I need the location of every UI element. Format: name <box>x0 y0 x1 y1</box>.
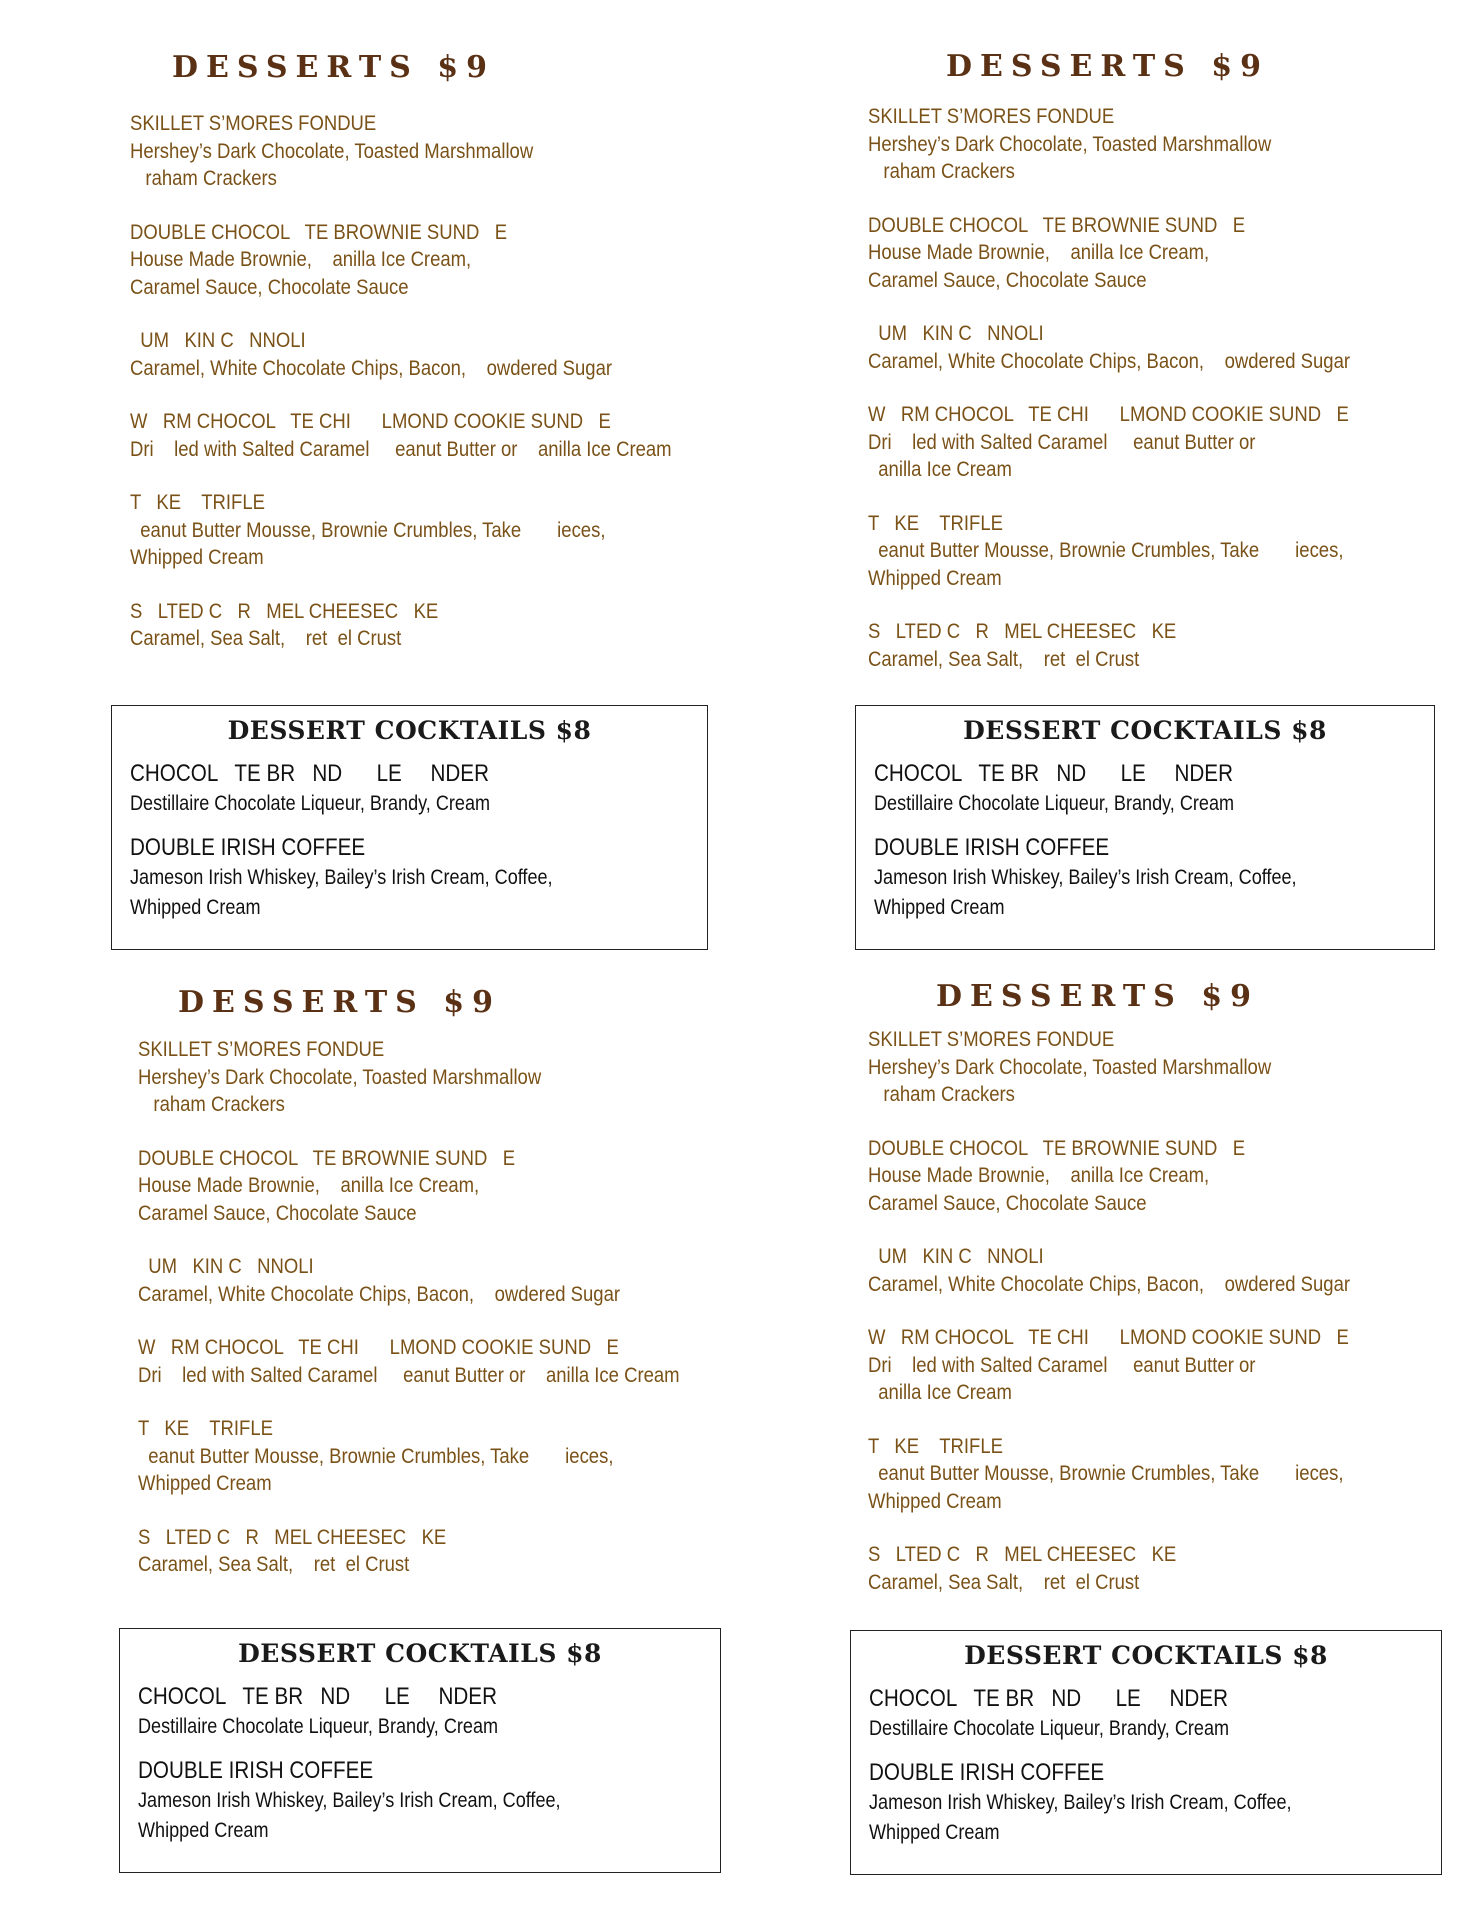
cocktail-item <box>874 759 1434 819</box>
desserts-title: DESSERTS $9 <box>178 985 502 1020</box>
dessert-item <box>130 110 760 193</box>
dessert-list <box>130 110 760 679</box>
cocktail-name: CHOCOL TE BR ND LE NDER <box>138 1683 497 1710</box>
dessert-item <box>130 219 760 302</box>
dessert-item <box>130 327 760 382</box>
dessert-description: Caramel, White Chocolate Chips, Bacon, owdered Sugar <box>138 1281 621 1306</box>
dessert-name: S LTED C R MEL CHEESEC KE <box>138 1524 447 1549</box>
dessert-description: Dri led with Salted Caramel eanut Butter or anilla Ice Cream <box>868 1352 1256 1404</box>
dessert-item <box>868 1135 1428 1218</box>
cocktail-item <box>130 833 707 923</box>
cocktail-item <box>138 1682 720 1742</box>
dessert-item <box>138 1334 768 1389</box>
cocktail-name: CHOCOL TE BR ND LE NDER <box>874 760 1233 787</box>
dessert-item <box>868 103 1428 186</box>
dessert-list <box>868 103 1428 699</box>
desserts-title: DESSERTS $9 <box>172 50 496 85</box>
cocktail-description: Jameson Irish Whiskey, Bailey’s Irish Cream, Coffee, Whipped Cream <box>869 1791 1292 1844</box>
dessert-item <box>868 1026 1428 1109</box>
dessert-description: House Made Brownie, anilla Ice Cream, Caramel Sauce, Chocolate Sauce <box>130 247 472 299</box>
dessert-description: Caramel, Sea Salt, ret el Crust <box>868 646 1140 671</box>
dessert-name: SKILLET S’MORES FONDUE <box>868 1027 1115 1051</box>
dessert-name: DOUBLE CHOCOL TE BROWNIE SUND E <box>138 1145 516 1170</box>
cocktails-title: DESSERT COCKTAILS $8 <box>963 716 1327 745</box>
dessert-list <box>138 1036 768 1605</box>
dessert-description: Caramel, White Chocolate Chips, Bacon, owdered Sugar <box>130 355 613 380</box>
cocktail-item <box>869 1684 1441 1744</box>
dessert-description: Dri led with Salted Caramel eanut Butter or anilla Ice Cream <box>138 1362 680 1387</box>
dessert-description: House Made Brownie, anilla Ice Cream, Caramel Sauce, Chocolate Sauce <box>138 1173 480 1225</box>
dessert-name: UM KIN C NNOLI <box>138 1254 314 1278</box>
cocktail-name: CHOCOL TE BR ND LE NDER <box>869 1685 1228 1712</box>
cocktail-item <box>138 1756 720 1846</box>
dessert-item <box>868 618 1428 673</box>
dessert-item <box>868 1243 1428 1298</box>
cocktail-item <box>869 1758 1441 1848</box>
dessert-description: Hershey’s Dark Chocolate, Toasted Marshmallow raham Crackers <box>130 138 534 190</box>
dessert-name: T KE TRIFLE <box>130 490 265 514</box>
dessert-description: Dri led with Salted Caramel eanut Butter or anilla Ice Cream <box>868 429 1256 481</box>
cocktail-box <box>850 1630 1442 1875</box>
dessert-item <box>868 401 1428 484</box>
dessert-name: UM KIN C NNOLI <box>868 321 1044 345</box>
cocktails-title: DESSERT COCKTAILS $8 <box>227 716 592 745</box>
dessert-description: Caramel, Sea Salt, ret el Crust <box>138 1552 410 1576</box>
dessert-name: S LTED C R MEL CHEESEC KE <box>868 1542 1177 1566</box>
dessert-description: Caramel, White Chocolate Chips, Bacon, owdered Sugar <box>868 348 1351 373</box>
dessert-description: Hershey’s Dark Chocolate, Toasted Marshmallow raham Crackers <box>868 131 1272 183</box>
cocktail-name: DOUBLE IRISH COFFEE <box>869 1759 1105 1786</box>
cocktail-description: Destillaire Chocolate Liqueur, Brandy, Cream <box>869 1717 1230 1740</box>
dessert-item <box>868 1324 1428 1407</box>
dessert-item <box>868 510 1428 593</box>
dessert-description: Hershey’s Dark Chocolate, Toasted Marshmallow raham Crackers <box>138 1064 542 1116</box>
dessert-item <box>868 320 1428 375</box>
dessert-item <box>130 489 760 572</box>
cocktail-name: DOUBLE IRISH COFFEE <box>130 834 366 861</box>
dessert-item <box>868 1433 1428 1516</box>
dessert-item <box>138 1036 768 1119</box>
dessert-description: Caramel, Sea Salt, ret el Crust <box>130 626 402 650</box>
dessert-name: SKILLET S’MORES FONDUE <box>868 104 1115 128</box>
desserts-title: DESSERTS $9 <box>946 49 1270 84</box>
cocktail-description: Jameson Irish Whiskey, Bailey’s Irish Cream, Coffee, Whipped Cream <box>130 866 553 919</box>
dessert-name: S LTED C R MEL CHEESEC KE <box>868 619 1177 643</box>
cocktail-box <box>855 705 1435 950</box>
cocktail-description: Jameson Irish Whiskey, Bailey’s Irish Cream, Coffee, Whipped Cream <box>874 866 1297 919</box>
cocktail-item <box>874 833 1434 923</box>
cocktail-item <box>130 759 707 819</box>
cocktail-name: CHOCOL TE BR ND LE NDER <box>130 760 489 787</box>
cocktail-name: DOUBLE IRISH COFFEE <box>138 1757 374 1784</box>
dessert-name: DOUBLE CHOCOL TE BROWNIE SUND E <box>868 212 1246 237</box>
cocktail-description: Destillaire Chocolate Liqueur, Brandy, Cream <box>130 792 491 815</box>
dessert-item <box>868 212 1428 295</box>
dessert-description: Caramel, Sea Salt, ret el Crust <box>868 1569 1140 1594</box>
cocktail-box <box>111 705 708 950</box>
dessert-name: T KE TRIFLE <box>868 1433 1003 1458</box>
cocktail-description: Destillaire Chocolate Liqueur, Brandy, Cream <box>138 1715 499 1738</box>
dessert-name: T KE TRIFLE <box>138 1416 273 1440</box>
dessert-name: DOUBLE CHOCOL TE BROWNIE SUND E <box>130 219 508 244</box>
dessert-item <box>130 408 760 463</box>
dessert-name: W RM CHOCOL TE CHI LMOND COOKIE SUND E <box>868 1325 1349 1349</box>
dessert-name: SKILLET S’MORES FONDUE <box>138 1037 385 1061</box>
cocktail-box <box>119 1628 721 1873</box>
cocktail-description: Jameson Irish Whiskey, Bailey’s Irish Cream, Coffee, Whipped Cream <box>138 1789 561 1842</box>
dessert-name: S LTED C R MEL CHEESEC KE <box>130 598 439 623</box>
dessert-description: eanut Butter Mousse, Brownie Crumbles, Take ieces, Whipped Cream <box>130 517 606 569</box>
dessert-name: W RM CHOCOL TE CHI LMOND COOKIE SUND E <box>868 402 1349 426</box>
dessert-name: W RM CHOCOL TE CHI LMOND COOKIE SUND E <box>138 1335 619 1359</box>
cocktail-name: DOUBLE IRISH COFFEE <box>874 834 1110 861</box>
cocktails-title: DESSERT COCKTAILS $8 <box>238 1639 602 1668</box>
dessert-item <box>868 1541 1428 1596</box>
dessert-name: DOUBLE CHOCOL TE BROWNIE SUND E <box>868 1135 1246 1160</box>
dessert-item <box>138 1415 768 1498</box>
dessert-description: eanut Butter Mousse, Brownie Crumbles, Take ieces, Whipped Cream <box>868 1461 1344 1513</box>
dessert-name: UM KIN C NNOLI <box>130 328 306 352</box>
dessert-name: T KE TRIFLE <box>868 510 1003 535</box>
dessert-name: SKILLET S’MORES FONDUE <box>130 111 377 135</box>
dessert-description: House Made Brownie, anilla Ice Cream, Caramel Sauce, Chocolate Sauce <box>868 240 1210 292</box>
dessert-list <box>868 1026 1428 1622</box>
dessert-item <box>138 1253 768 1308</box>
dessert-item <box>138 1145 768 1228</box>
desserts-title: DESSERTS $9 <box>936 979 1260 1014</box>
cocktails-title: DESSERT COCKTAILS $8 <box>964 1641 1328 1670</box>
cocktail-description: Destillaire Chocolate Liqueur, Brandy, Cream <box>874 792 1235 815</box>
dessert-item <box>130 598 760 653</box>
dessert-name: UM KIN C NNOLI <box>868 1244 1044 1268</box>
dessert-description: Caramel, White Chocolate Chips, Bacon, owdered Sugar <box>868 1271 1351 1296</box>
dessert-description: eanut Butter Mousse, Brownie Crumbles, Take ieces, Whipped Cream <box>138 1443 614 1495</box>
dessert-name: W RM CHOCOL TE CHI LMOND COOKIE SUND E <box>130 409 611 433</box>
dessert-description: eanut Butter Mousse, Brownie Crumbles, Take ieces, Whipped Cream <box>868 538 1344 590</box>
dessert-description: House Made Brownie, anilla Ice Cream, Caramel Sauce, Chocolate Sauce <box>868 1163 1210 1215</box>
dessert-item <box>138 1524 768 1579</box>
dessert-description: Hershey’s Dark Chocolate, Toasted Marshmallow raham Crackers <box>868 1054 1272 1106</box>
dessert-description: Dri led with Salted Caramel eanut Butter or anilla Ice Cream <box>130 436 672 461</box>
